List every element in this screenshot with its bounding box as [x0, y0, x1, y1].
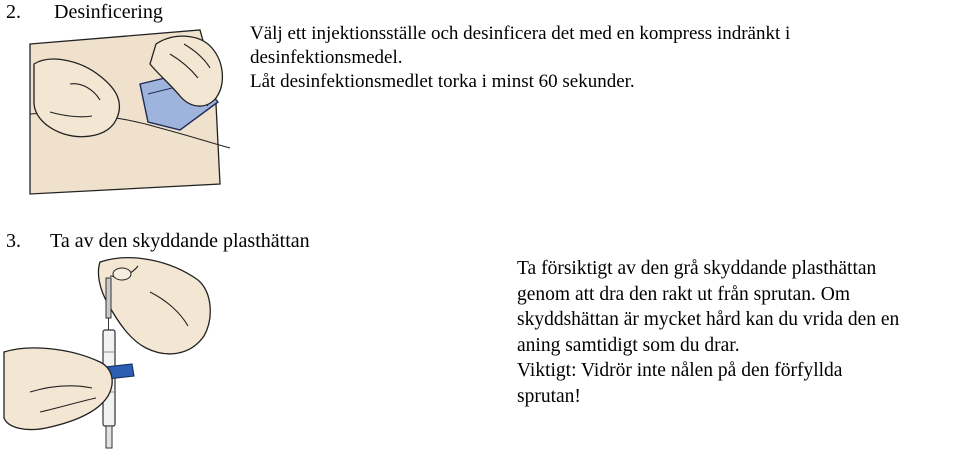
- step-2-line-1: Välj ett injektionsställe och desinficera det med en kompress indränkt i: [250, 23, 791, 44]
- step-3-line-5: Viktigt: Vidrör inte nålen på den förfyllda: [517, 360, 843, 381]
- step-3-line-2: genom att dra den rakt ut från sprutan. Om: [517, 283, 851, 305]
- step-3-line-4: aning samtidigt som du drar.: [517, 334, 740, 356]
- disinfection-illustration: [30, 24, 230, 202]
- step-3-instructions: [517, 256, 899, 409]
- step-2-title: Desinficering: [54, 1, 163, 23]
- syringe-cap-illustration: [0, 252, 220, 462]
- step-3-title: Ta av den skyddande plasthättan: [50, 230, 310, 252]
- step-2-number: 2.: [6, 1, 21, 23]
- step-3-line-6: sprutan!: [517, 385, 581, 407]
- step-2-instructions: [250, 22, 790, 94]
- step-2-line-2: desinfektionsmedel.: [250, 47, 403, 68]
- step-3-number: 3.: [6, 230, 21, 252]
- step-2-line-3: Låt desinfektionsmedlet torka i minst 60 sekunder.: [250, 71, 635, 92]
- step-3-line-3: skyddshättan är mycket hård kan du vrida den en: [517, 309, 900, 330]
- step-3-line-1: Ta försiktigt av den grå skyddande plasthättan: [517, 258, 877, 279]
